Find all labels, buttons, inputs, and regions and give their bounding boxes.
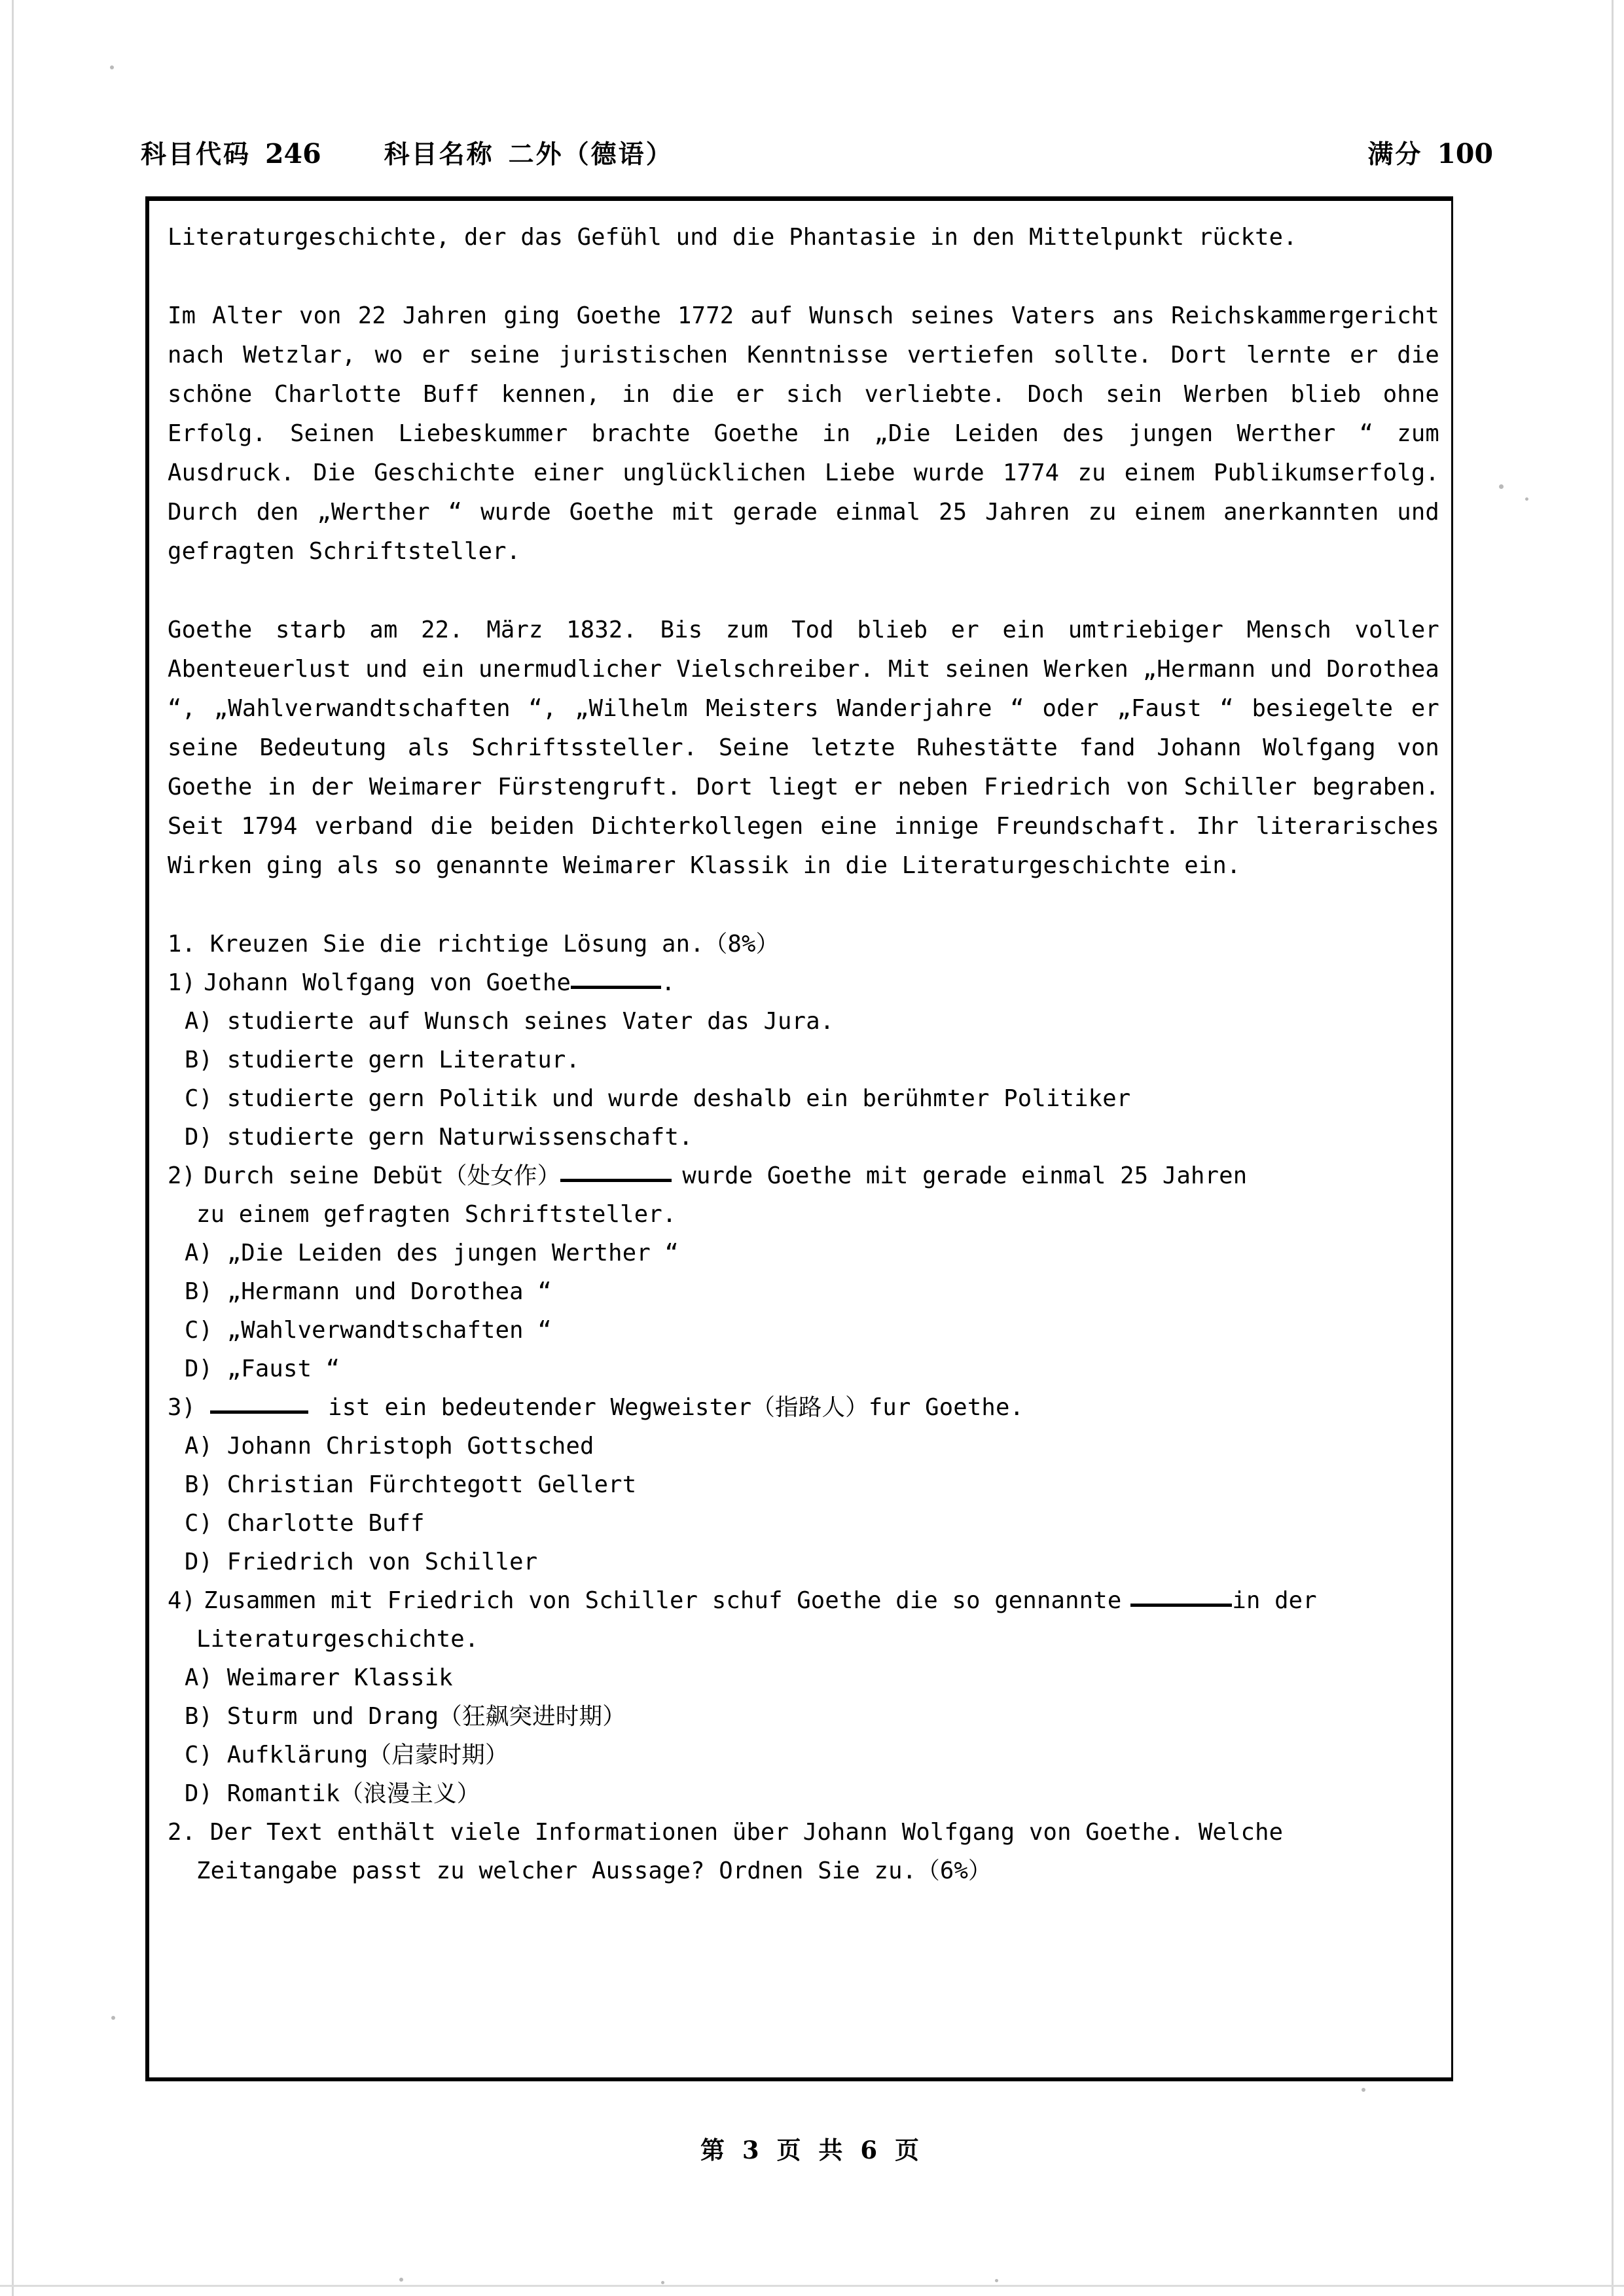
scan-speckle: [995, 2279, 998, 2282]
task1-item-2-answer-blank[interactable]: [560, 1179, 672, 1182]
task1-item-2-stem-line2: zu einem gefragten Schriftsteller.: [196, 1201, 677, 1228]
task1-item-1-option-d[interactable]: D) studierte gern Naturwissenschaft.: [185, 1124, 693, 1151]
task1-item-2-option-d[interactable]: D) „Faust “: [185, 1355, 340, 1382]
task1-item-2-option-c[interactable]: C) „Wahlverwandtschaften “: [185, 1317, 552, 1344]
task1-item-4-stem: [168, 1581, 1439, 1620]
task1-item-1-stem-after: .: [661, 969, 676, 996]
scan-speckle: [1525, 497, 1528, 501]
task1-item-1-stem-before: Johann Wolfgang von Goethe: [204, 969, 571, 996]
task1-item-3-number: 3): [168, 1394, 196, 1421]
exam-content-body: [168, 218, 1439, 2071]
task1-item-2-option-a[interactable]: A) „Die Leiden des jungen Werther “: [185, 1240, 679, 1266]
scan-edge-right: [1612, 0, 1614, 2296]
subject-name-label: 科目名称: [384, 139, 494, 170]
exam-header: [141, 134, 1493, 180]
task1-item-1-answer-blank[interactable]: [571, 986, 661, 989]
task1-item-3-option-b[interactable]: B) Christian Fürchtegott Gellert: [185, 1471, 637, 1498]
exam-content-frame: [145, 196, 1453, 2081]
task1-item-4-answer-blank[interactable]: [1130, 1604, 1232, 1607]
task1-item-4-number: 4): [168, 1587, 196, 1614]
task1-item-4-option-a[interactable]: A) Weimarer Klassik: [185, 1664, 453, 1691]
passage-paragraph-3: Goethe starb am 22. März 1832. Bis zum Tod blieb er ein umtriebiger Mensch voller Abenteuerlust und ein unermudlicher Vielschreiber. Mit seinen Werken „Hermann und Dorothea “, „Wahlverwandtschaften “, „Wilhelm Meisters Wanderjahre “ oder „Faust “ besiegelte er seine Bedeutung als Schriftssteller. Seine letzte Ruhestätte fand Johann Wolfgang von Goethe in der Weimarer Fürstengruft. Dort liegt er neben Friedrich von Schiller begraben. Seit 1794 verband die beiden Dichterkollegen eine innige Freundschaft. Ihr literarisches Wirken ging als so genannte Weimarer Klassik in die Literaturgeschichte ein.: [168, 617, 1439, 879]
task1-item-2-stem-after: wurde Goethe mit gerade einmal 25 Jahren: [682, 1162, 1248, 1189]
task1-item-4-option-b[interactable]: B) Sturm und Drang（狂飙突进时期）: [185, 1703, 626, 1730]
task1-item-3-option-a[interactable]: A) Johann Christoph Gottsched: [185, 1433, 594, 1460]
full-marks-value: 100: [1437, 138, 1493, 170]
task1-item-1-option-b[interactable]: B) studierte gern Literatur.: [185, 1047, 581, 1073]
passage-first-line: Literaturgeschichte, der das Gefühl und die Phantasie in den Mittelpunkt rückte.: [168, 224, 1297, 251]
scan-speckle: [110, 65, 114, 69]
task1-item-2-stem: [168, 1157, 1439, 1195]
task1-item-3-option-c[interactable]: C) Charlotte Buff: [185, 1510, 425, 1537]
scan-speckle: [1362, 2088, 1365, 2092]
task1-item-1-number: 1): [168, 969, 196, 996]
task2-heading-line1: 2. Der Text enthält viele Informationen über Johann Wolfgang von Goethe. Welche: [168, 1819, 1284, 1846]
page-footer: 第 3 页 共 6 页: [700, 2136, 924, 2164]
task1-item-4-stem-before: Zusammen mit Friedrich von Schiller schuf Goethe die so gennannte: [204, 1587, 1122, 1614]
subject-name-group: [384, 134, 674, 171]
scan-speckle: [1499, 484, 1504, 489]
full-marks-label: 满分: [1367, 139, 1423, 170]
scan-speckle: [661, 2281, 664, 2284]
task1-item-3-answer-blank[interactable]: [210, 1410, 308, 1414]
task2-heading-line2: Zeitangabe passt zu welcher Aussage? Ordnen Sie zu.（6%）: [196, 1857, 992, 1884]
subject-code-group: [141, 134, 321, 171]
subject-code-value: 246: [265, 138, 321, 170]
paragraph-gap: [168, 571, 1439, 611]
paragraph-gap: [168, 257, 1439, 296]
passage-paragraph-2: Im Alter von 22 Jahren ging Goethe 1772 auf Wunsch seines Vaters ans Reichskammergericht nach Wetzlar, wo er seine juristischen Kenntnisse vertiefen sollte. Dort lernte er die schöne Charlotte Buff kennen, in die er sich verliebte. Doch sein Werben blieb ohne Erfolg. Seinen Liebeskummer brachte Goethe in „Die Leiden des jungen Werther “ zum Ausdruck. Die Geschichte einer unglücklichen Liebe wurde 1774 zu einem Publikumserfolg. Durch den „Werther “ wurde Goethe mit gerade einmal 25 Jahren zu einem anerkannten und gefragten Schriftsteller.: [168, 302, 1439, 565]
task1-item-2-number: 2): [168, 1162, 196, 1189]
paragraph-gap: [168, 886, 1439, 925]
task1-item-4-option-c[interactable]: C) Aufklärung（启蒙时期）: [185, 1742, 509, 1768]
task1-item-4-stem-line2: Literaturgeschichte.: [196, 1626, 479, 1653]
subject-code-label: 科目代码: [141, 139, 251, 170]
task1-heading: 1. Kreuzen Sie die richtige Lösung an.（8%）: [168, 931, 780, 958]
task1-item-3-stem: [168, 1388, 1439, 1427]
task1-item-3-stem-after: ist ein bedeutender Wegweister（指路人）fur Goethe.: [328, 1394, 1024, 1421]
scan-edge-bottom: [0, 2285, 1624, 2287]
task1-item-3-option-d[interactable]: D) Friedrich von Schiller: [185, 1549, 538, 1575]
task1-item-4-stem-after: in der: [1232, 1587, 1317, 1614]
full-marks-group: [1367, 134, 1493, 171]
task1-item-1-option-c[interactable]: C) studierte gern Politik und wurde deshalb ein berühmter Politiker: [185, 1085, 1131, 1112]
task1-item-1-stem: [168, 963, 1439, 1002]
task1-item-1-option-a[interactable]: A) studierte auf Wunsch seines Vater das Jura.: [185, 1008, 835, 1035]
scan-edge-left: [12, 0, 14, 2296]
scan-speckle: [111, 2016, 115, 2020]
subject-name-value: 二外（德语）: [508, 139, 674, 170]
scan-speckle: [399, 2278, 403, 2282]
task1-item-4-option-d[interactable]: D) Romantik（浪漫主义）: [185, 1780, 480, 1807]
task1-item-2-option-b[interactable]: B) „Hermann und Dorothea “: [185, 1278, 552, 1305]
task1-item-2-stem-before: Durch seine Debüt（处女作）: [204, 1162, 561, 1189]
